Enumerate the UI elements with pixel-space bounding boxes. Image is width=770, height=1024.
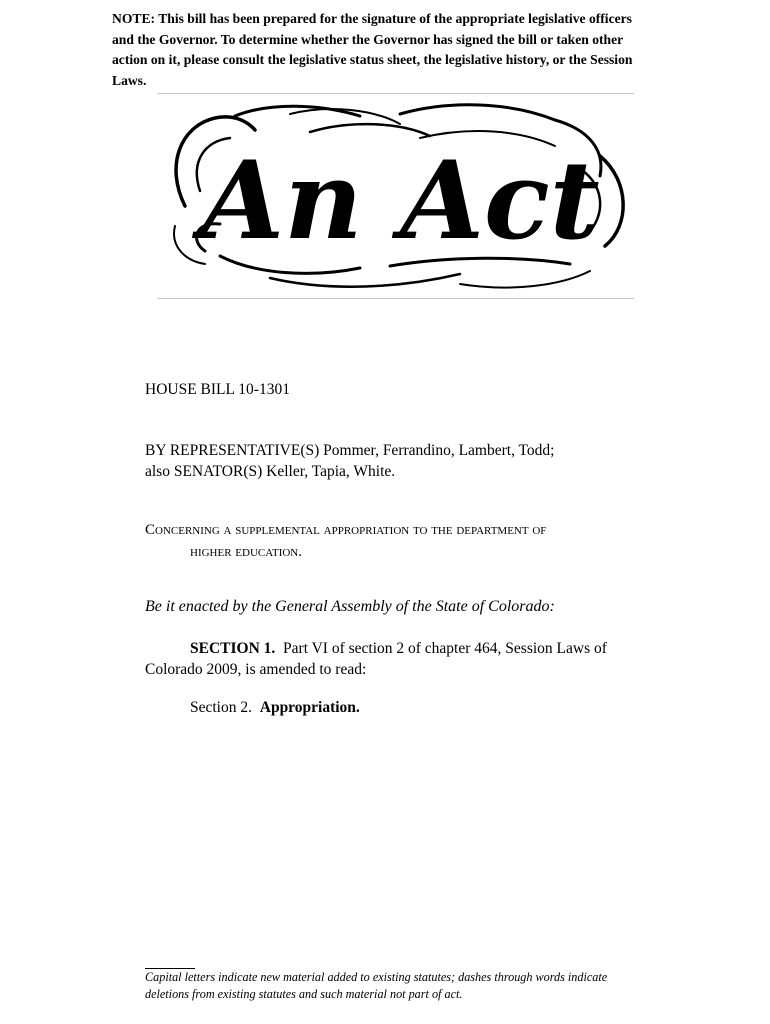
section-1 xyxy=(145,638,635,680)
section-2-label: Section 2. xyxy=(190,699,252,716)
bill-number: HOUSE BILL 10-1301 xyxy=(145,381,290,398)
bill-title-line-1: Concerning a supplemental appropriation to the department of xyxy=(145,522,547,538)
sponsors-senators: also SENATOR(S) Keller, Tapia, White. xyxy=(145,463,396,480)
an-act-logo xyxy=(160,96,635,296)
section-1-text: Part VI of section 2 of chapter 464, Session Laws of Colorado 2009, is amended to read: xyxy=(145,640,607,678)
section-2 xyxy=(190,699,360,717)
section-2-heading: Appropriation. xyxy=(259,699,360,716)
enacting-clause: Be it enacted by the General Assembly of the State of Colorado: xyxy=(145,598,555,615)
bill-title-line-2: higher education. xyxy=(190,544,302,560)
an-act-logo-text: An Act xyxy=(200,138,600,264)
sponsors xyxy=(145,440,555,482)
bill-title xyxy=(145,519,640,563)
sponsors-representatives: BY REPRESENTATIVE(S) Pommer, Ferrandino, Lambert, Todd; xyxy=(145,442,555,459)
section-1-heading: SECTION 1. xyxy=(190,640,276,657)
logo-bottom-rule xyxy=(157,298,634,299)
logo-top-rule xyxy=(157,93,634,94)
legislative-note: NOTE: This bill has been prepared for the signature of the appropriate legislative officers and the Governor. To determine whether the Governor has signed the bill or taken other action on it, please consult the legislative status sheet, the legislative history, or the Session Laws. xyxy=(112,11,633,88)
footnote: Capital letters indicate new material added to existing statutes; dashes through words indicate deletions from existing statutes and such material not part of act. xyxy=(145,970,608,1001)
